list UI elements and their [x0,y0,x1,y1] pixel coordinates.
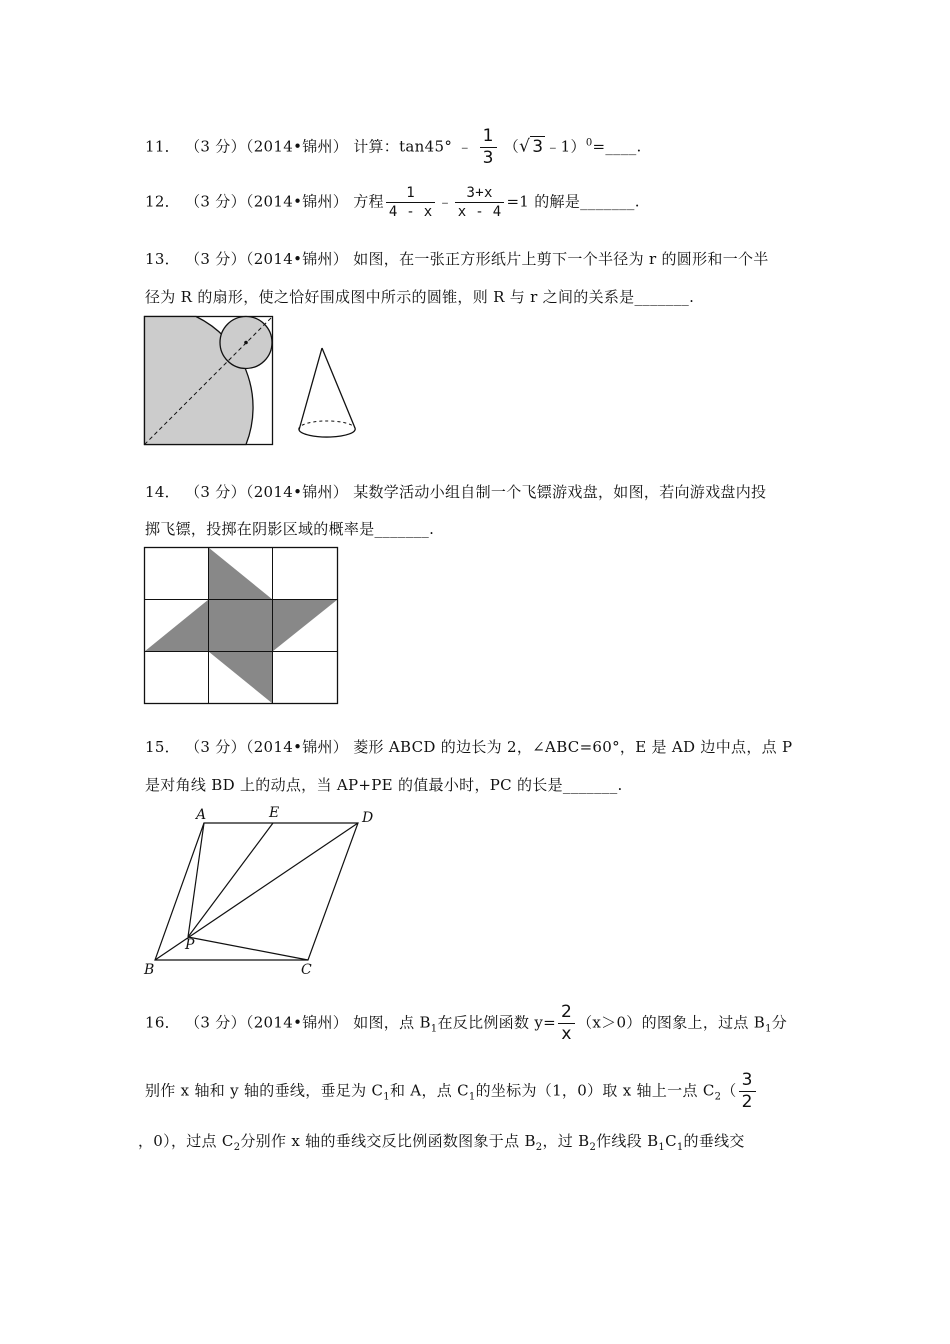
q12-f2-denominator: x - 4 [457,204,502,220]
q12-f1-denominator: 4 - x [388,204,433,220]
q16-text-b: 在反比例函数 y= [437,1013,556,1032]
q12-minus: ﹣ [437,192,453,211]
q16-l2-sub2: 1 [468,1091,476,1103]
q16-frac-denominator: x [561,1024,572,1044]
label-a: A [196,807,207,823]
q14-text-2: 掷飞镖，投掷在阴影区域的概率是_______. [145,520,435,538]
shaded-region [145,548,338,704]
q16-l2-b: 和 A，点 C [389,1081,469,1100]
q16-l3-f: 的垂线交 [683,1132,745,1150]
question-16-line-2 [145,1072,758,1111]
q11-frac-denominator: 3 [482,148,494,168]
q11-sqrt-arg: 3 [532,136,544,157]
q16-sub-b: 1 [765,1023,772,1035]
q11-after-sqrt: ﹣1） [545,137,586,156]
q16-l2-d: （ [721,1081,737,1100]
q13-figure [143,315,365,447]
q16-l3-sub5: 1 [676,1142,684,1153]
q16-l3-sub2: 2 [535,1142,543,1153]
q16-number: 16． [145,1013,180,1032]
q13-number: 13． [145,250,180,268]
q16-l3-a: ，0），过点 C [138,1132,234,1150]
q16-l3-sub3: 2 [589,1142,597,1153]
question-15-line-2 [145,774,623,795]
q11-prefix: 计算：tan45° ﹣ [353,137,473,156]
question-16-line-3 [138,1130,745,1153]
q11-exponent: 0 [585,137,593,149]
q16-l2-c: 的坐标为（1，0）取 x 轴上一点 C [475,1081,715,1100]
q16-fraction-2 [739,1072,756,1111]
q16-l3-c: ，过 B [542,1132,590,1150]
segment-ap [188,823,204,937]
q16-fraction [558,1004,575,1043]
label-b: B [144,962,155,978]
q12-f2-numerator: 3+x [455,186,505,203]
q16-text-a: 如图，点 B [353,1013,431,1032]
q16-l3-b: 分别作 x 轴的垂线交反比例函数图象于点 B [240,1132,536,1150]
question-14-line-2 [145,518,434,539]
q11-tail: =____. [592,137,642,156]
q16-meta: （3 分）（2014•锦州） [185,1013,349,1032]
cone-left-edge [299,348,322,430]
q16-l2-sub1: 1 [383,1091,390,1103]
q11-frac-numerator: 1 [480,128,497,148]
circle-center [244,341,248,345]
q15-number: 15． [145,738,180,756]
q16-l3-sub1: 2 [233,1142,241,1153]
q14-number: 14． [145,483,180,501]
q12-meta: （3 分）（2014•锦州） [185,192,349,211]
q11-paren: （ [503,137,520,156]
q11-fraction [480,128,497,167]
q16-text-c: （x＞0）的图象上，过点 B [577,1013,766,1032]
q12-f1-numerator: 1 [386,186,436,203]
question-11 [145,128,642,167]
q12-number: 12． [145,192,180,211]
q11-sqrt: √ 3 [519,136,544,157]
label-d: D [362,810,374,826]
q12-fraction-2 [455,186,505,219]
question-15-line-1 [145,736,792,757]
q15-rhombus-figure [140,800,380,980]
question-14-line-1 [145,481,766,502]
q14-dartboard [143,546,341,708]
cone-base-front [299,428,355,437]
question-16-line-1 [145,1004,787,1043]
q12-tail: =1 的解是_______. [506,192,640,211]
q16-frac-numerator: 2 [558,1004,575,1024]
q13-meta: （3 分）（2014•锦州） [185,250,349,268]
question-13-line-1 [145,248,769,269]
q13-text-1: 如图，在一张正方形纸片上剪下一个半径为 r 的圆形和一个半 [353,250,769,268]
q16-l3-d: 作线段 B [596,1132,659,1150]
question-13-line-2 [145,286,694,307]
label-c: C [301,962,312,978]
q12-fraction-1 [386,186,436,219]
cone-right-edge [322,348,355,428]
q14-meta: （3 分）（2014•锦州） [185,483,349,501]
segment-pe [188,823,273,937]
q16-text-d: 分 [771,1013,788,1032]
q13-text-2: 径为 R 的扇形，使之恰好围成图中所示的圆锥，则 R 与 r 之间的关系是_______. [145,288,695,306]
q11-number: 11． [145,137,180,156]
q16-l2-a: 别作 x 轴和 y 轴的垂线，垂足为 C [145,1081,384,1100]
q15-text-2: 是对角线 BD 上的动点，当 AP+PE 的值最小时，PC 的长是_______. [145,776,623,794]
q15-text-1: 菱形 ABCD 的边长为 2，∠ABC=60°，E 是 AD 边中点，点 P [353,738,793,756]
q16-l2-sub3: 2 [714,1091,722,1103]
cone-base-back [299,421,355,430]
q16-frac2-numerator: 3 [739,1072,756,1092]
label-p: P [185,937,195,953]
q14-text-1: 某数学活动小组自制一个飞镖游戏盘，如图，若向游戏盘内投 [353,483,767,501]
q15-meta: （3 分）（2014•锦州） [185,738,349,756]
segment-pc [188,937,308,960]
q11-meta: （3 分）（2014•锦州） [185,137,349,156]
label-e: E [269,805,280,821]
question-12 [145,186,640,219]
q16-sub-a: 1 [430,1023,438,1035]
q12-prefix: 方程 [353,192,384,211]
q16-frac2-denominator: 2 [741,1092,753,1112]
q16-l3-sub4: 1 [658,1142,666,1153]
q16-l3-e: C [665,1132,677,1150]
